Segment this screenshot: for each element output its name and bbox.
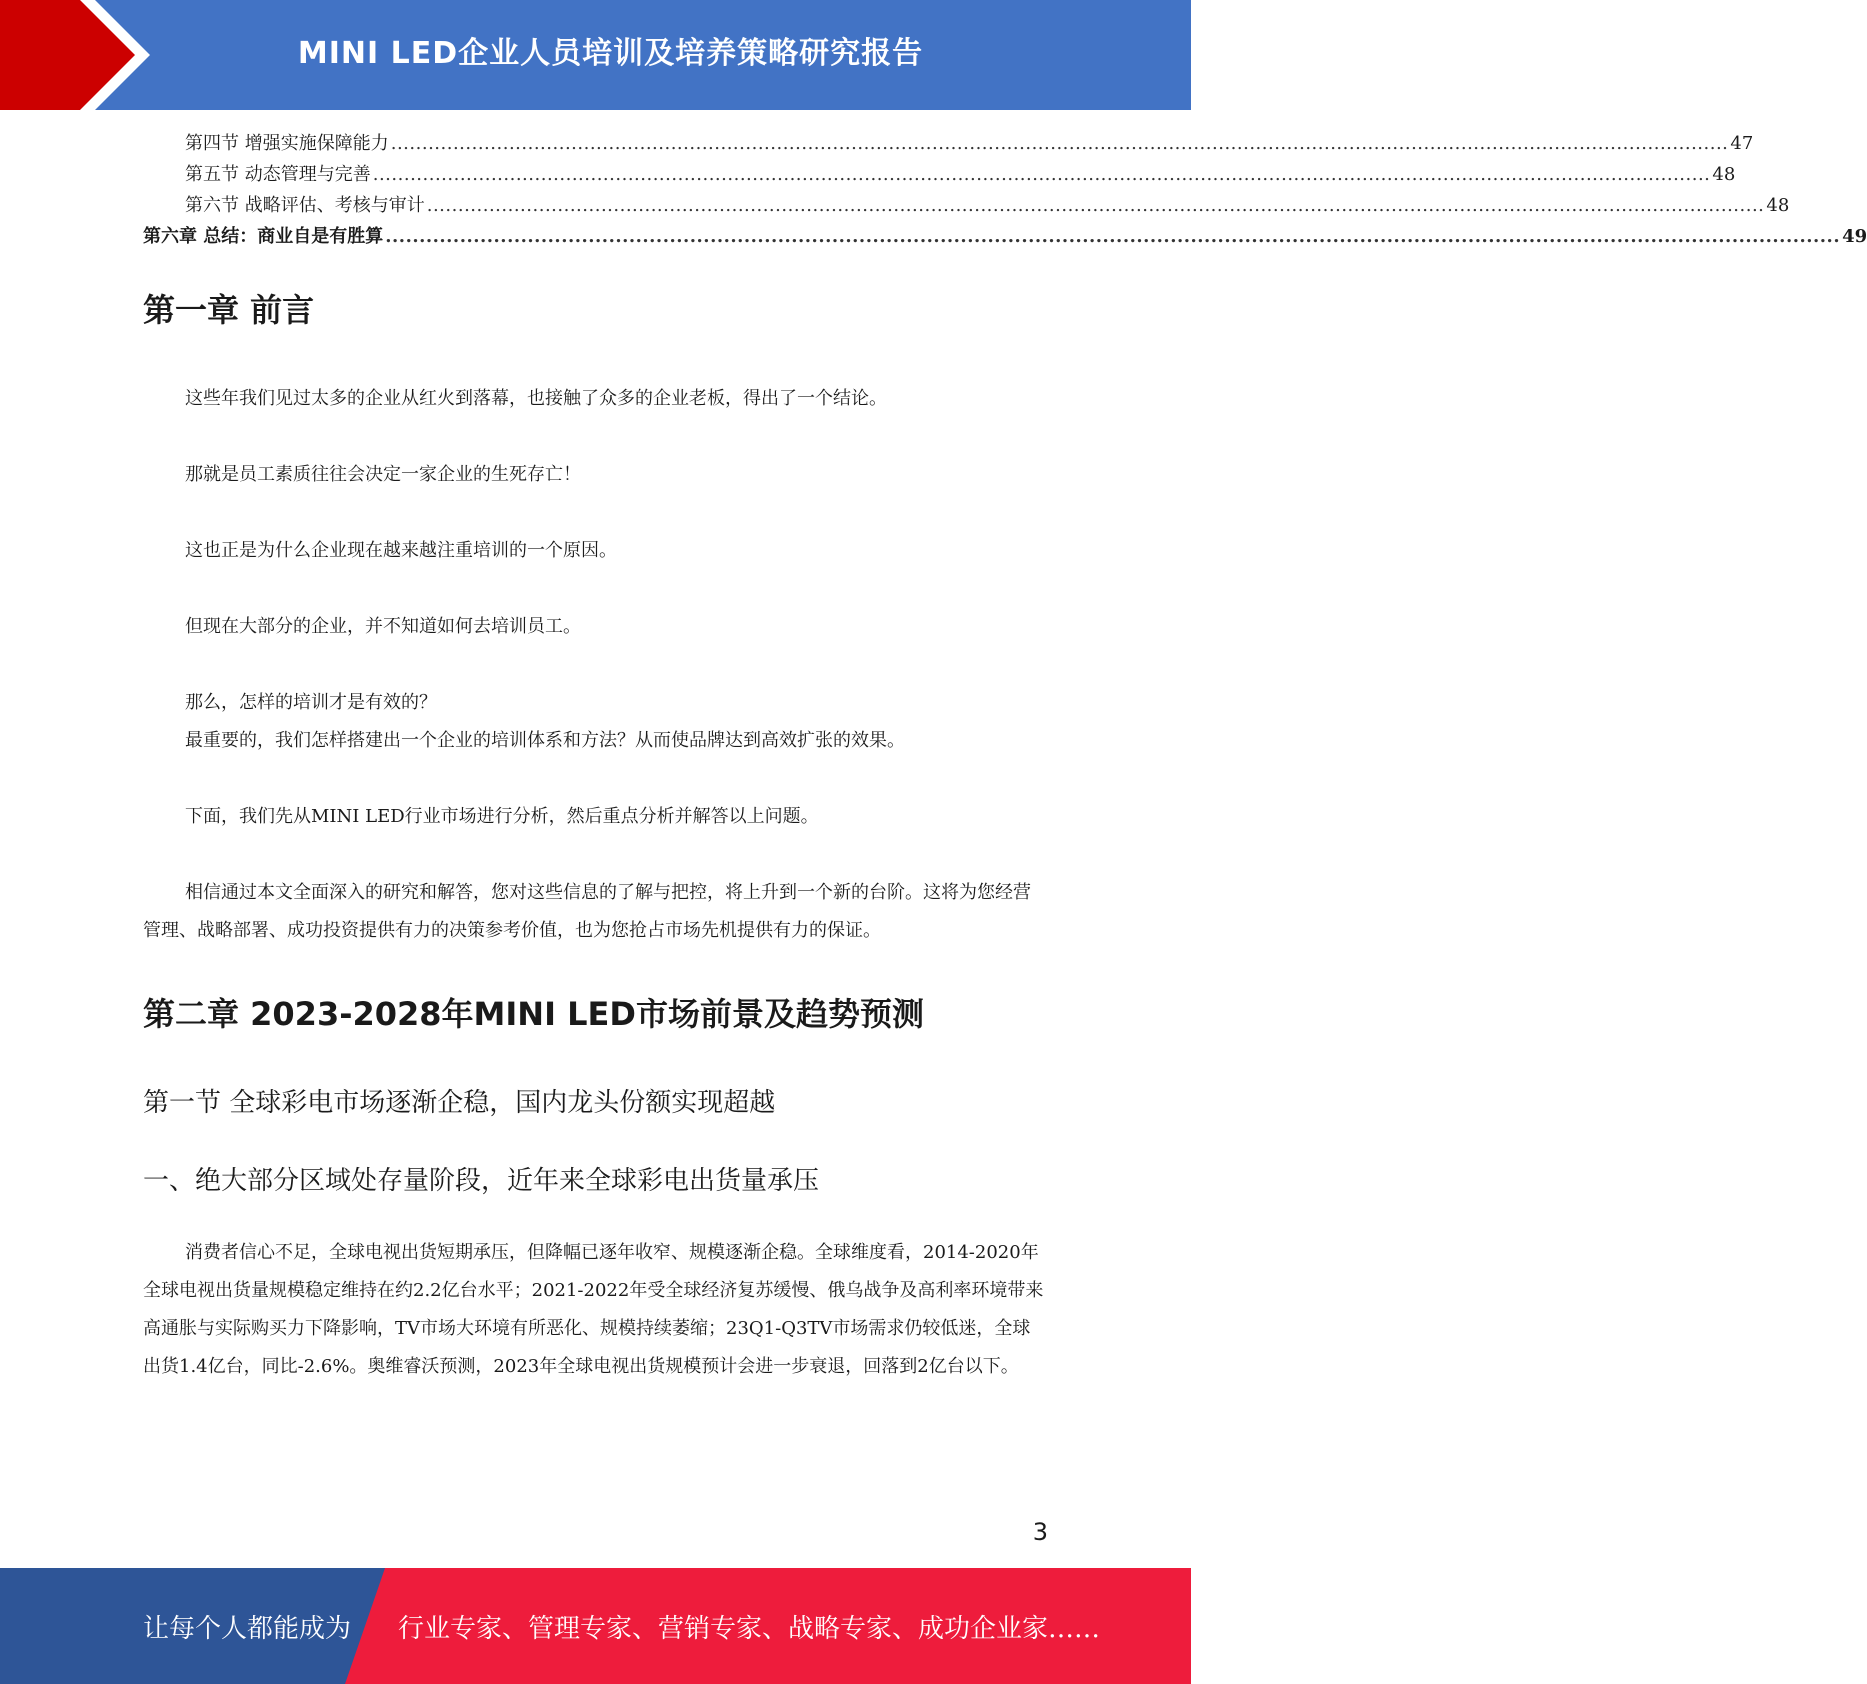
page-footer [0,1568,1191,1684]
page-header [0,0,1191,110]
toc-leader-dots: ....................................................................................................................................................................................................................... [390,133,1729,154]
page-number: 3 [1032,1518,1048,1546]
toc-entry-title: 第五节 动态管理与完善 [185,164,371,185]
toc-leader-dots: ....................................................................................................................................................................................................................... [426,195,1765,216]
paragraph: 最重要的，我们怎样搭建出一个企业的培训体系和方法？从而使品牌达到高效扩张的效果。 [185,730,905,751]
toc-entry-title: 第六节 战略评估、考核与审计 [185,195,425,216]
paragraph: 那就是员工素质往往会决定一家企业的生死存亡！ [185,464,581,485]
toc-entry-title: 第四节 增强实施保障能力 [185,133,389,154]
toc-entry[interactable] [143,128,1754,159]
toc-entry-page: 48 [1712,164,1736,185]
toc-entry[interactable] [143,190,1790,221]
subsection-title: 一、绝大部分区域处存量阶段，近年来全球彩电出货量承压 [143,1166,820,1196]
table-of-contents [143,128,1867,252]
paragraph: 但现在大部分的企业，并不知道如何去培训员工。 [185,616,581,637]
section-title: 第一节 全球彩电市场逐渐企稳，国内龙头份额实现超越 [143,1088,776,1118]
paragraph: 相信通过本文全面深入的研究和解答，您对这些信息的了解与把控，将上升到一个新的台阶。这将为您经营管理、战略部署、成功投资提供有力的决策参考价值，也为您抢占市场先机提供有力的保证。 [143,882,1031,941]
toc-entry[interactable] [143,221,1867,252]
toc-entry-page: 48 [1766,195,1790,216]
chapter1-title: 第一章 前言 [143,291,315,329]
toc-leader-dots: ....................................................................................................................................................................................................................... [372,164,1711,185]
paragraph: 下面，我们先从MINI LED行业市场进行分析，然后重点分析并解答以上问题。 [185,806,819,827]
toc-entry-title: 第六章 总结：商业自是有胜算 [143,226,384,247]
header-arrow-icon [0,0,160,110]
paragraph: 消费者信心不足，全球电视出货短期承压，但降幅已逐年收窄、规模逐渐企稳。全球维度看，2014-2020年全球电视出货量规模稳定维持在约2.2亿台水平；2021-2022年受全球经济复苏缓慢、俄乌战争及高利率环境带来高通胀与实际购买力下降影响，TV市场大环境有所恶化、规模持续萎缩；23Q1-Q3TV市场需求仍较低迷，全球出货1.4亿台，同比-2.6%。奥维睿沃预测，2023年全球电视出货规模预计会进一步衰退，回落到2亿台以下。 [143,1242,1044,1377]
page-content [143,128,1867,1386]
header-title: MINI LED企业人员培训及培养策略研究报告 [297,36,924,71]
chapter1-body [143,380,1048,950]
chapter2-title: 第二章 2023-2028年MINI LED市场前景及趋势预测 [143,995,924,1033]
paragraph: 那么，怎样的培训才是有效的？ [185,692,437,713]
paragraph: 这也正是为什么企业现在越来越注重培训的一个原因。 [185,540,617,561]
footer-slogan-right: 行业专家、管理专家、营销专家、战略专家、成功企业家…… [398,1613,1101,1644]
toc-entry[interactable] [143,159,1736,190]
toc-entry-page: 47 [1730,133,1754,154]
footer-slogan-left: 让每个人都能成为 [143,1613,352,1644]
paragraph: 这些年我们见过太多的企业从红火到落幕，也接触了众多的企业老板，得出了一个结论。 [185,388,887,409]
toc-leader-dots: ....................................................................................................................................................................................................................... [385,226,1841,247]
toc-entry-page: 49 [1842,226,1867,247]
